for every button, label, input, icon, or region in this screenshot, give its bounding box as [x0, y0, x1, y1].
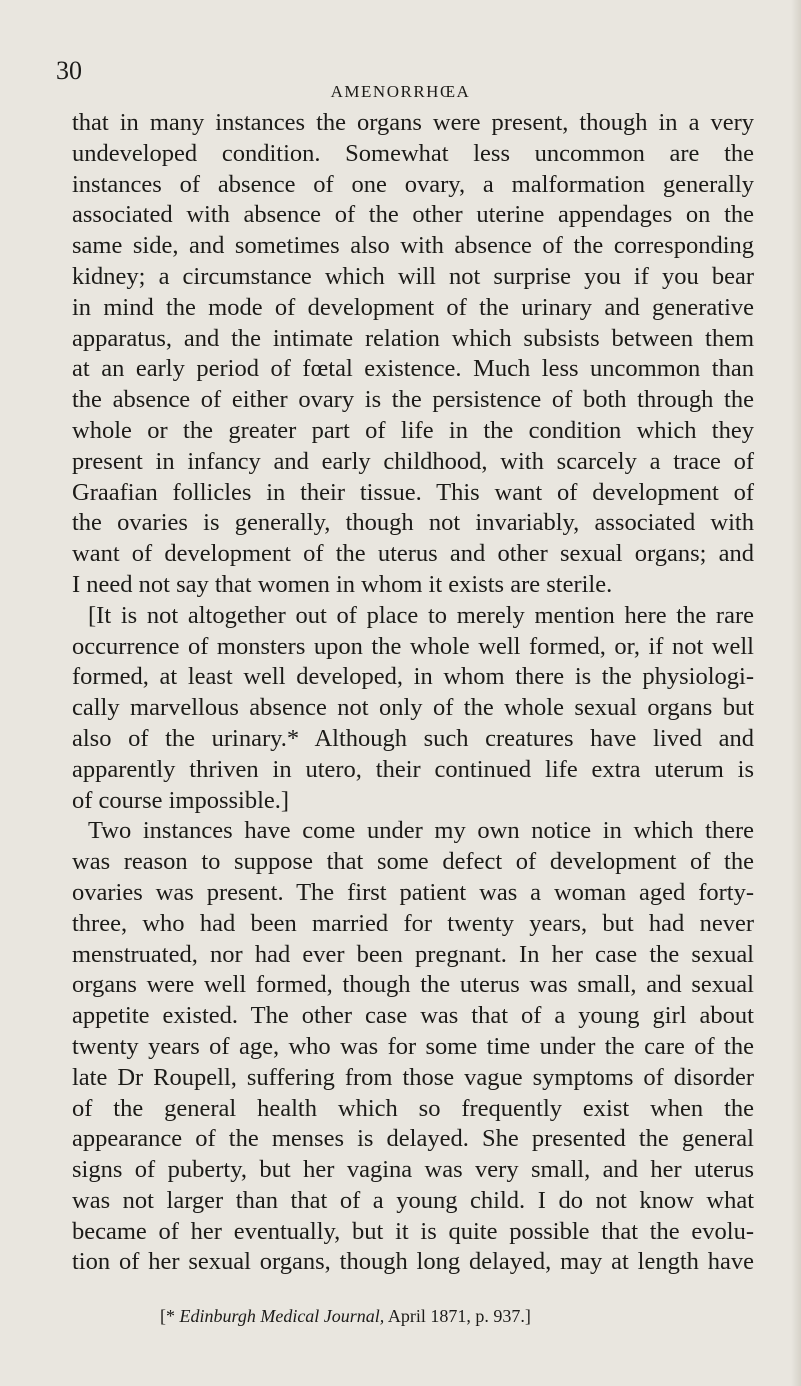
- text-line: Graafian follicles in their tissue. This want of development of: [72, 478, 754, 506]
- text-line: ovaries was present. The first patient was a woman aged forty-: [72, 878, 754, 906]
- text-line: late Dr Roupell, suffering from those vague symptoms of disorder: [72, 1063, 754, 1091]
- text-line: formed, at least well developed, in whom there is the physiologi-: [72, 663, 754, 691]
- text-line: apparently thriven in utero, their continued life extra uterum is: [72, 755, 754, 783]
- text-line: in mind the mode of development of the urinary and generative: [72, 293, 754, 321]
- text-line: of course impossible.]: [72, 786, 290, 814]
- text-line: menstruated, nor had ever been pregnant. In her case the sexual: [72, 940, 754, 968]
- text-line: whole or the greater part of life in the condition which they: [72, 416, 754, 444]
- body-text: [72, 108, 754, 1278]
- text-line: kidney; a circumstance which will not surprise you if you bear: [72, 262, 754, 290]
- running-head: AMENORRHŒA: [330, 82, 471, 101]
- text-line: cally marvellous absence not only of the whole sexual organs but: [72, 694, 754, 722]
- text-line: same side, and sometimes also with absence of the corresponding: [72, 232, 754, 260]
- text-line: also of the urinary.* Although such creatures have lived and: [72, 724, 754, 752]
- text-line: organs were well formed, though the uterus was small, and sexual: [72, 971, 754, 999]
- footnote-journal: Edinburgh Medical Journal,: [179, 1306, 385, 1326]
- text-line: appearance of the menses is delayed. She presented the general: [72, 1125, 754, 1153]
- text-line: I need not say that women in whom it exists are sterile.: [72, 570, 613, 598]
- text-line: of the general health which so frequently exist when the: [72, 1094, 754, 1122]
- text-line: the absence of either ovary is the persistence of both through the: [72, 386, 754, 414]
- text-line: want of development of the uterus and other sexual organs; and: [72, 540, 754, 568]
- text-line: instances of absence of one ovary, a malformation generally: [72, 170, 754, 198]
- text-line: three, who had been married for twenty years, but had never: [72, 909, 754, 937]
- text-line: occurrence of monsters upon the whole well formed, or, if not well: [72, 632, 754, 660]
- text-line: appetite existed. The other case was that of a young girl about: [72, 1002, 754, 1030]
- text-line: the ovaries is generally, though not invariably, associated with: [72, 509, 754, 537]
- text-line: signs of puberty, but her vagina was very small, and her uterus: [72, 1156, 754, 1184]
- text-line: associated with absence of the other uterine appendages on the: [72, 201, 754, 229]
- text-line: was not larger than that of a young child. I do not know what: [72, 1186, 754, 1214]
- text-line: present in infancy and early childhood, with scarcely a trace of: [72, 447, 754, 475]
- page-edge: [791, 0, 801, 1386]
- text-line: was reason to suppose that some defect of development of the: [72, 848, 754, 876]
- text-line: that in many instances the organs were present, though in a very: [72, 109, 754, 136]
- footnote-open: [*: [160, 1306, 180, 1326]
- footnote: [160, 1306, 531, 1327]
- text-line: became of her eventually, but it is quite possible that the evolu-: [72, 1217, 754, 1245]
- text-line: at an early period of fœtal existence. Much less uncommon than: [72, 355, 754, 383]
- text-line: twenty years of age, who was for some time under the care of the: [72, 1032, 754, 1060]
- text-line: Two instances have come under my own notice in which there: [88, 817, 754, 845]
- page-number: 30: [56, 56, 82, 85]
- text-line: [It is not altogether out of place to merely mention here the rare: [88, 601, 754, 629]
- text-line: undeveloped condition. Somewhat less uncommon are the: [72, 139, 754, 167]
- text-line: tion of her sexual organs, though long delayed, may at length have: [72, 1248, 754, 1276]
- footnote-rest: April 1871, p. 937.]: [384, 1306, 531, 1326]
- text-line: apparatus, and the intimate relation which subsists between them: [72, 324, 754, 352]
